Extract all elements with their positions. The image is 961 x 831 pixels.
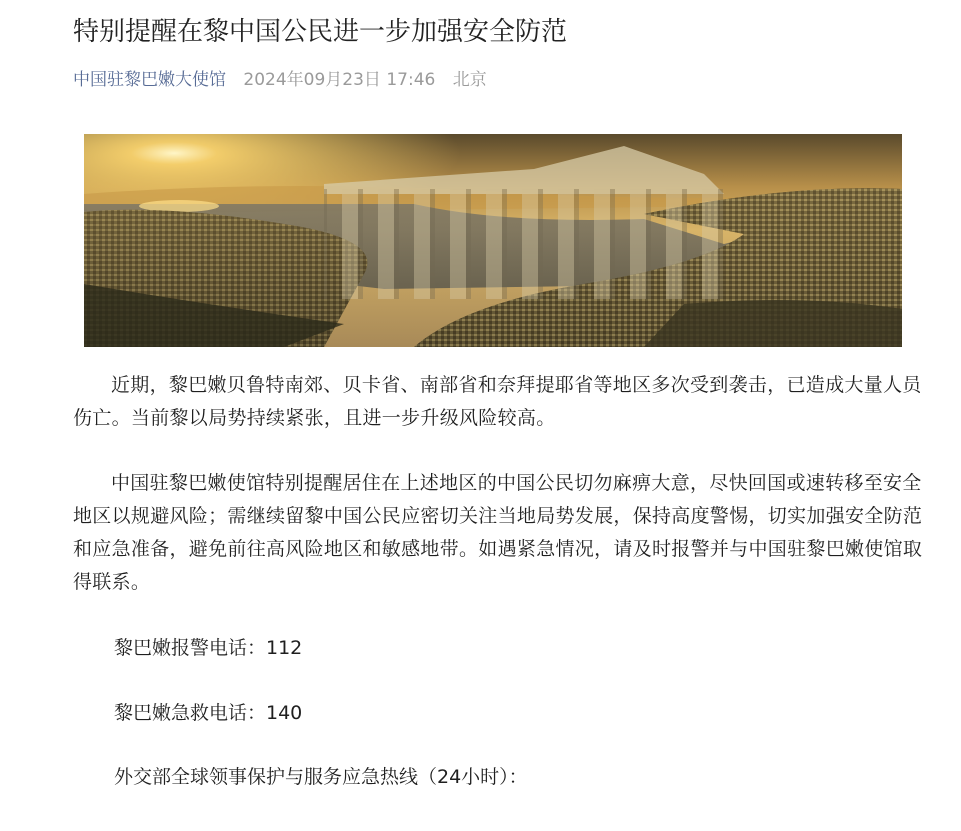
ambulance-phone: 黎巴嫩急救电话：140 [114,702,303,724]
paragraph-2: 中国驻黎巴嫩使馆特别提醒居住在上述地区的中国公民切勿麻痹大意，尽快回国或速转移至安全地区以规避风险；需继续留黎中国公民应密切关注当地局势发展，保持高度警惕，切实加强安全防范和应急准备，避免前往高风险地区和敏感地带。如遇紧急情况，请及时报警并与中国驻黎巴嫩使馆取得联系。 [73,472,923,593]
hotline-label: 外交部全球领事保护与服务应急热线（24小时）： [114,766,528,788]
publish-time: 2024年09月23日 17:46 [243,70,436,90]
police-phone: 黎巴嫩报警电话：112 [114,637,303,659]
paragraph-1: 近期，黎巴嫩贝鲁特南郊、贝卡省、南部省和奈拜提耶省等地区多次受到袭击，已造成大量人员伤亡。当前黎以局势持续紧张，且进一步升级风险较高。 [73,374,922,429]
publish-location: 北京 [452,70,487,90]
article-title: 特别提醒在黎中国公民进一步加强安全防范 [73,17,568,47]
article-meta [73,68,487,92]
hero-image [84,134,902,347]
account-name-link[interactable]: 中国驻黎巴嫩大使馆 [73,70,226,90]
